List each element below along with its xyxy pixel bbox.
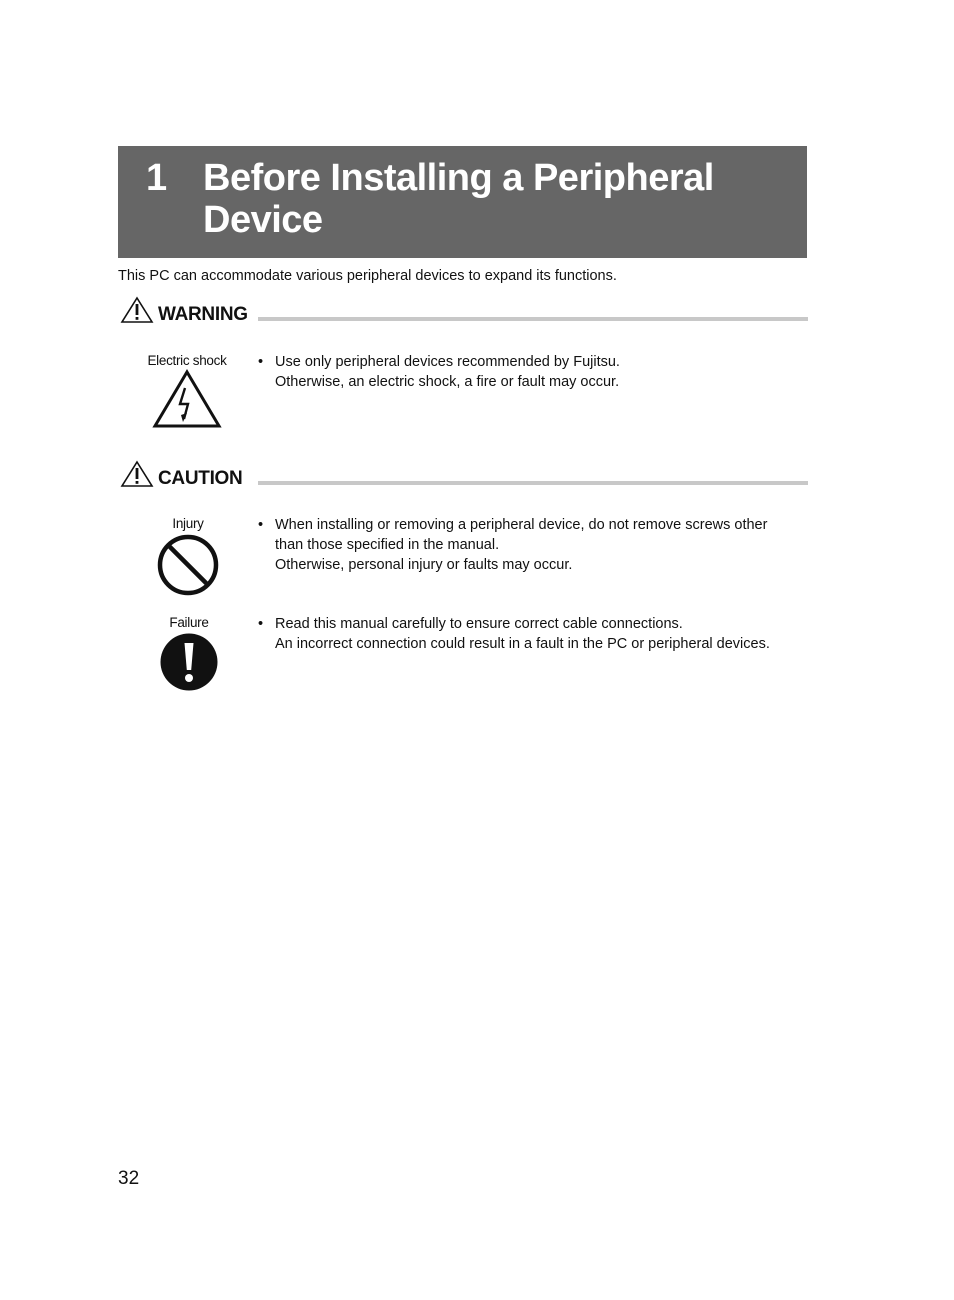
intro-text: This PC can accommodate various peripheral devices to expand its functions. (118, 268, 617, 284)
bullet: • (258, 517, 264, 533)
item-line: Use only peripheral devices recommended by Fujitsu. (275, 354, 620, 370)
chapter-banner (118, 146, 807, 258)
item-line: Otherwise, personal injury or faults may occur. (275, 557, 573, 573)
warning-triangle-icon (120, 296, 154, 324)
page-number: 32 (118, 1168, 140, 1189)
electric-shock-icon (152, 369, 222, 429)
chapter-title: Before Installing a Peripheral Device (203, 157, 714, 241)
caution-item-screws (258, 515, 818, 575)
failure-caption: Failure (169, 615, 209, 630)
prohibition-icon (156, 533, 220, 597)
warning-rule (258, 317, 808, 321)
item-line: When installing or removing a peripheral device, do not remove screws other (275, 517, 768, 533)
bullet: • (258, 354, 264, 370)
warning-header (120, 296, 808, 330)
mandatory-action-icon (159, 632, 219, 692)
caution-item-cable-connections (258, 614, 818, 654)
bullet: • (258, 616, 264, 632)
item-line: Read this manual carefully to ensure correct cable connections. (275, 616, 683, 632)
warning-label: WARNING (158, 304, 248, 325)
caution-header (120, 460, 808, 494)
injury-caption: Injury (172, 516, 204, 531)
item-line: than those specified in the manual. (275, 537, 500, 553)
caution-rule (258, 481, 808, 485)
item-line: An incorrect connection could result in a fault in the PC or peripheral devices. (275, 636, 770, 652)
caution-label: CAUTION (158, 468, 243, 489)
item-line: Otherwise, an electric shock, a fire or fault may occur. (275, 374, 620, 390)
warning-item-peripheral-devices (258, 352, 818, 392)
caution-triangle-icon (120, 460, 154, 488)
electric-shock-caption: Electric shock (147, 353, 227, 368)
chapter-number: 1 (146, 157, 168, 199)
